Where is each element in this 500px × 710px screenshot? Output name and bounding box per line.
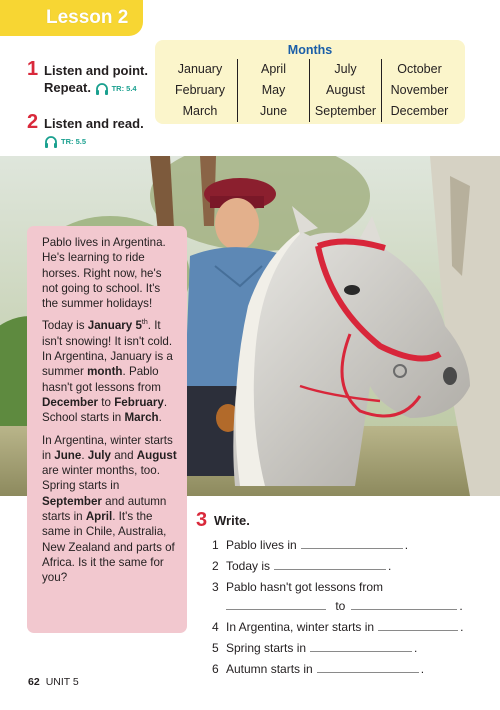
task-3-label: Write.: [214, 513, 250, 528]
page-number: 62: [28, 676, 40, 688]
headphones-icon: [44, 136, 58, 148]
lesson-title: Lesson 2: [0, 0, 143, 36]
write-item-3-continuation: to .: [222, 598, 463, 614]
task-3-number: 3: [196, 509, 208, 531]
highlight-word: month: [87, 365, 123, 379]
highlight-month: December: [42, 395, 99, 409]
highlight-month: September: [42, 494, 102, 508]
highlight-month: April: [85, 510, 113, 524]
month-item: November: [390, 83, 449, 97]
month-item: April: [238, 59, 310, 80]
answer-blank[interactable]: [226, 601, 326, 610]
highlight-month: March: [124, 411, 159, 425]
item-prompt: Pablo lives in: [226, 538, 297, 552]
months-box: [155, 40, 465, 124]
text-span: to: [98, 395, 115, 409]
text-span: . Pablo hasn't got lessons from: [42, 365, 161, 394]
month-item: August: [310, 80, 382, 101]
task-1-audio[interactable]: [95, 80, 137, 97]
answer-blank[interactable]: [378, 622, 458, 631]
text-span: .: [158, 411, 162, 425]
task-1-line2: Repeat.: [44, 80, 91, 95]
item-prompt: In Argentina, winter starts in: [226, 620, 375, 634]
highlight-month: June: [54, 448, 82, 462]
task-1-instruction: [44, 62, 148, 97]
reading-paragraph-2: [42, 318, 177, 425]
answer-blank[interactable]: [301, 540, 403, 549]
text-span: are winter months, too. Spring starts in: [42, 464, 160, 493]
text-span: and autumn starts in: [42, 494, 167, 524]
answer-blank[interactable]: [351, 601, 457, 610]
highlight-month: August: [136, 448, 177, 462]
month-item: January: [163, 59, 238, 80]
months-grid: [163, 59, 457, 121]
month-item: February: [163, 80, 238, 101]
text-span: .: [81, 448, 88, 462]
item-prompt: Spring starts in: [226, 641, 307, 655]
month-item: December: [390, 104, 449, 118]
item-number: 3: [212, 580, 219, 594]
reading-paragraph-3: [42, 433, 177, 586]
month-item: June: [238, 101, 310, 122]
headphones-icon: [95, 83, 109, 95]
answer-blank[interactable]: [274, 561, 386, 570]
task-1-track: TR: 5.4: [111, 84, 137, 94]
write-item-2: 2 Today is .: [212, 559, 392, 573]
text-span: . It isn't snowing! It isn't cold. In Argentina, January is a summer: [42, 319, 173, 379]
task-2-track: TR: 5.5: [61, 137, 87, 147]
month-item: May: [238, 80, 310, 101]
item-to: to: [335, 599, 346, 613]
task-1-number: 1: [27, 58, 39, 80]
write-item-1: 1 Pablo lives in .: [212, 538, 409, 552]
item-number: 4: [212, 620, 219, 634]
task-2-number: 2: [27, 111, 39, 133]
page-footer: [28, 676, 79, 688]
months-title: Months: [287, 43, 333, 57]
item-prompt: Today is: [226, 559, 271, 573]
highlight-date: January 5: [87, 319, 142, 333]
month-item: October: [397, 62, 442, 76]
month-item: July: [310, 59, 382, 80]
text-span: . It's the same in Chile, Australia, New Zealand and parts of Africa. Is it the same for you?: [42, 510, 175, 585]
reading-text-box: [27, 226, 187, 633]
write-item-5: 5 Spring starts in .: [212, 641, 418, 655]
item-number: 2: [212, 559, 219, 573]
task-2-line1: Listen and read.: [44, 116, 144, 131]
month-item: March: [163, 101, 238, 122]
write-item-3: [212, 579, 383, 595]
task-2-audio[interactable]: [44, 133, 86, 150]
answer-blank[interactable]: [317, 664, 419, 673]
text-span: and: [110, 448, 137, 462]
highlight-month: February: [114, 395, 164, 409]
task-2-instruction: [44, 115, 144, 150]
write-item-4: 4 In Argentina, winter starts in .: [212, 620, 464, 634]
item-prompt: Autumn starts in: [226, 662, 313, 676]
unit-label: UNIT 5: [45, 676, 79, 688]
item-number: 1: [212, 538, 219, 552]
text-span: Today is: [42, 319, 88, 333]
month-item: September: [310, 101, 382, 122]
reading-paragraph-1: Pablo lives in Argentina. He's learning to ride horses. Right now, he's not going to school. It's the summer holidays!: [42, 236, 166, 311]
text-span: In Argentina, winter starts in: [42, 433, 173, 462]
write-item-6: 6 Autumn starts in .: [212, 662, 425, 676]
task-1-line1: Listen and point.: [44, 63, 148, 78]
answer-blank[interactable]: [310, 643, 412, 652]
item-number: 5: [212, 641, 219, 655]
ordinal-suffix: th: [141, 319, 148, 327]
item-number: 6: [212, 662, 219, 676]
item-prompt: Pablo hasn't got lessons from: [226, 580, 384, 594]
highlight-month: July: [87, 448, 111, 462]
text-span: . School starts in: [42, 395, 168, 425]
